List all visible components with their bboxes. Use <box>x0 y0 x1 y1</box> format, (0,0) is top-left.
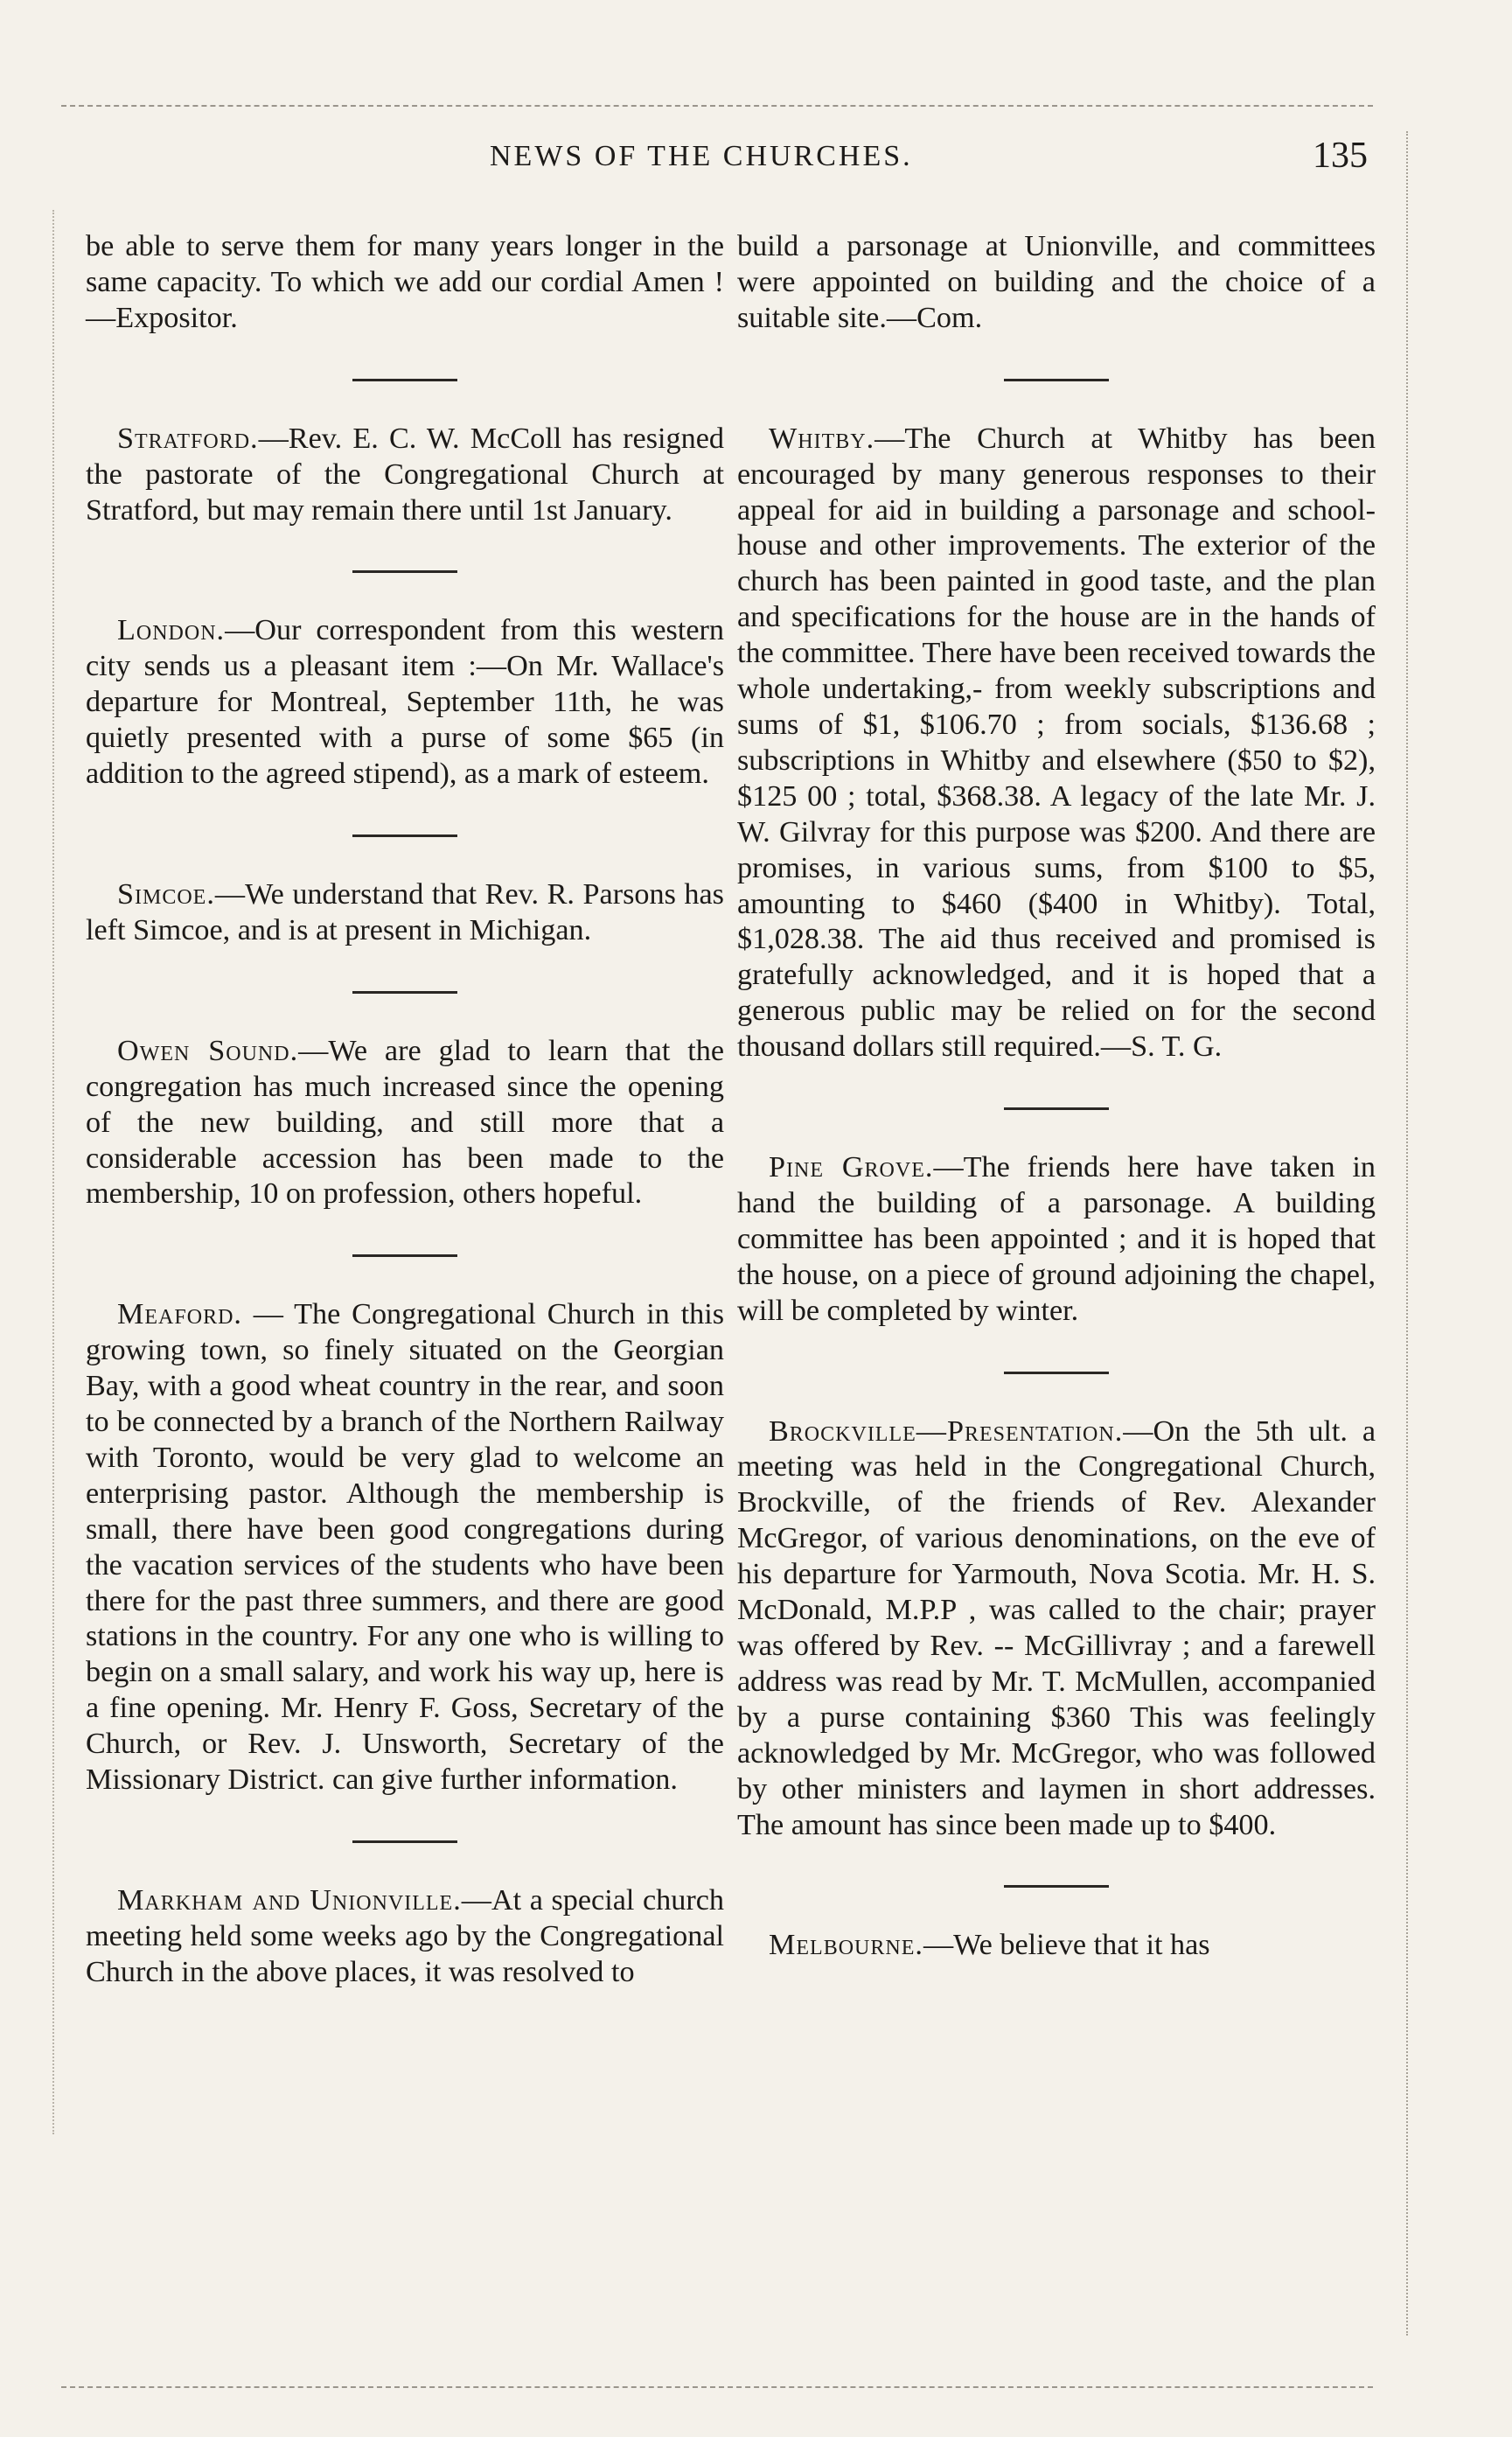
item-heading: Whitby. <box>769 422 875 455</box>
item-heading: Simcoe. <box>117 877 215 911</box>
item-heading: Pine Grove. <box>769 1151 934 1184</box>
continuation-paragraph: build a parsonage at Unionville, and committees were appointed on building and the choice of a suitable site.—Com. <box>737 230 1376 334</box>
separator-rule <box>1004 1107 1109 1110</box>
item-text: —We believe that it has <box>923 1929 1210 1962</box>
bottom-border <box>61 2386 1373 2388</box>
separator-rule <box>352 379 457 381</box>
news-item-whitby <box>737 422 1376 1065</box>
item-text: —We understand that Rev. R. Parsons has left Simcoe, and is at present in Michigan. <box>86 877 724 946</box>
item-heading: London. <box>117 614 226 647</box>
news-item-london <box>86 613 724 793</box>
item-text: —The friends here have taken in hand the building of a parsonage. A building committee has been appointed ; and it is hoped that the house, on a piece of ground adjoining the chapel, will be completed by winter. <box>737 1151 1376 1327</box>
news-item-stratford <box>86 422 724 529</box>
item-text: —At a special church meeting held some weeks ago by the Congregational Church in the above places, it was resolved to <box>86 1884 724 1988</box>
separator-rule <box>1004 379 1109 381</box>
right-edge <box>1406 131 1408 2336</box>
item-text: —On the 5th ult. a meeting was held in the Congregational Church, Brockville, of the friends of Rev. Alexander McGregor, of various denominations, on the eve of his departure for Yarmouth, Nova Scotia. Mr. H. S. McDonald, M.P.P , was called to the chair; prayer was offered by Rev. -- McGillivray ; and a farewell address was read by Mr. T. McMullen, accompanied by a purse containing $360 This was feelingly acknowledged by Mr. McGregor, who was followed by other ministers and laymen in short addresses. The amount has since been made up to $400. <box>737 1414 1376 1841</box>
news-item-brockville <box>737 1414 1376 1844</box>
continuation-paragraph: be able to serve them for many years longer in the same capacity. To which we add our cordial Amen !—Expositor. <box>86 230 724 334</box>
item-heading: Brockville—Presentation. <box>769 1414 1124 1448</box>
right-column <box>737 229 1376 1964</box>
page-header <box>87 138 1382 191</box>
left-edge <box>52 210 54 2134</box>
item-heading: Melbourne. <box>769 1929 923 1962</box>
item-text: —The Church at Whitby has been encouraged by many generous responses to their appeal for aid in building a parsonage and school-house and other improvements. The exterior of the church has been painted in good taste, and the plan and specifications for the house are in the hands of the committee. There have been received towards the whole undertaking,- from weekly subscriptions and sums of $1, $106.70 ; from socials, $136.68 ; subscriptions in Whitby and elsewhere ($50 to $2), $125 00 ; total, $368.38. A legacy of the late Mr. J. W. Gilvray for this purpose was $200. And there are promises, in various sums, from $100 to $5, amounting to $460 ($400 in Whitby). Total, $1,028.38. The aid thus received and promised is gratefully acknowledged, and it is hoped that a generous public may be relied on for the second thousand dollars still required.—S. T. G. <box>737 422 1376 1064</box>
news-item-pine-grove <box>737 1150 1376 1330</box>
news-item-owen-sound <box>86 1034 724 1213</box>
item-heading: Markham and Unionville. <box>117 1884 462 1917</box>
item-heading: Meaford. <box>117 1298 242 1331</box>
separator-rule <box>352 570 457 573</box>
separator-rule <box>1004 1885 1109 1888</box>
item-heading: Stratford. <box>117 422 259 455</box>
news-item-melbourne <box>737 1928 1376 1964</box>
page-number: 135 <box>1313 136 1368 176</box>
separator-rule <box>352 1254 457 1257</box>
separator-rule <box>352 1840 457 1843</box>
top-border <box>61 105 1373 107</box>
item-text: —We are glad to learn that the congregation has much increased since the opening of the new building, and still more that a considerable accession has been made to the membership, 10 on profession, others hopeful. <box>86 1034 724 1211</box>
item-text: — The Congregational Church in this growing town, so finely situated on the Georgian Bay, with a good wheat country in the rear, and soon to be connected by a branch of the Northern Railway with Toronto, would be very glad to welcome an enterprising pastor. Although the membership is small, there have been good congregations during the vacation services of the students who have been there for the past three summers, and there are good stations in the country. For any one who is willing to begin on a small salary, and work his way up, here is a fine opening. Mr. Henry F. Goss, Secretary of the Church, or Rev. J. Unsworth, Secretary of the Missionary District. can give further information. <box>86 1298 724 1797</box>
item-text: —Our correspondent from this western city sends us a pleasant item :—On Mr. Wallace's departure for Montreal, September 11th, he was quietly presented with a purse of some $65 (in addition to the agreed stipend), as a mark of esteem. <box>86 614 724 791</box>
separator-rule <box>1004 1372 1109 1374</box>
news-item-meaford <box>86 1297 724 1798</box>
separator-rule <box>352 991 457 994</box>
item-heading: Owen Sound. <box>117 1034 299 1067</box>
separator-rule <box>352 834 457 837</box>
running-head: NEWS OF THE CHURCHES. <box>490 140 913 172</box>
news-item-simcoe <box>86 877 724 949</box>
item-text: —Rev. E. C. W. McColl has resigned the pastorate of the Congregational Church at Stratford, but may remain there until 1st January. <box>86 422 724 527</box>
news-item-markham <box>86 1883 724 1991</box>
left-column <box>86 229 724 1991</box>
